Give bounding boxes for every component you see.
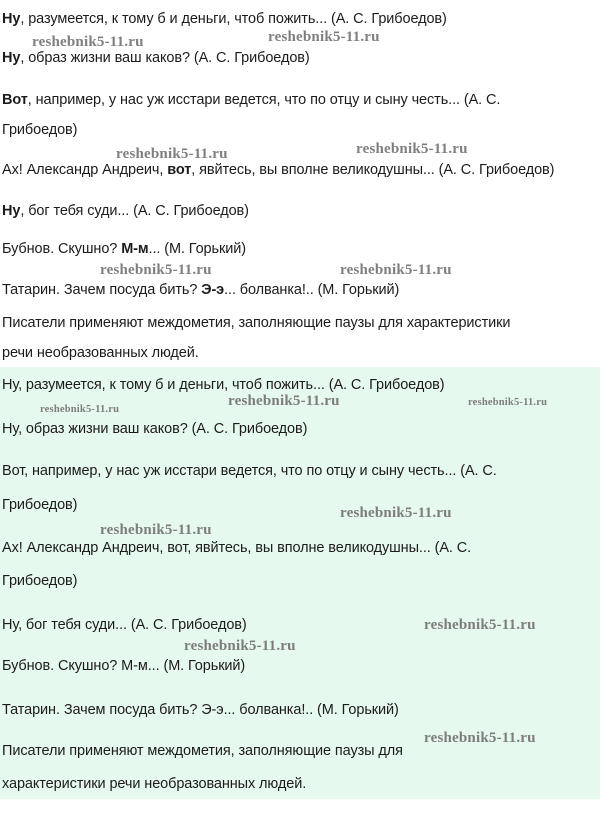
watermark: reshebnik5-11.ru [340,262,452,278]
watermark: reshebnik5-11.ru [100,522,212,538]
answer-line-7: Татарин. Зачем посуда бить? Э-э... болванка!.. (М. Горький) [2,702,399,718]
source-line-7: Татарин. Зачем посуда бить? Э-э... болванка!.. (М. Горький) [2,282,400,298]
watermark: reshebnik5-11.ru [424,617,536,633]
interjection: Ну [2,203,21,219]
source-line-5: Ну, бог тебя суди... (А. С. Грибоедов) [2,203,249,219]
interjection: Вот [2,92,28,108]
interjection: М-м [121,241,149,257]
interjection: Ну [2,11,21,27]
watermark: reshebnik5-11.ru [40,404,120,415]
answer-line-4: Ах! Александр Андреич, вот, явйтесь, вы вполне великодушны... (А. С. [2,540,472,556]
source-line-3: Вот, например, у нас уж исстари ведется, что по отцу и сыну честь... (А. С. [2,92,501,108]
answer-line-9: характеристики речи необразованных людей. [2,776,307,792]
watermark: reshebnik5-11.ru [228,393,340,409]
source-line-6: Бубнов. Скушно? М-м... (М. Горький) [2,241,246,257]
answer-line-4-cont: Грибоедов) [2,573,78,589]
watermark: reshebnik5-11.ru [184,638,296,654]
interjection: вот [167,162,192,178]
source-line-4: Ах! Александр Андреич, вот, явйтесь, вы вполне великодушны... (А. С. Грибоедов) [2,162,555,178]
watermark: reshebnik5-11.ru [424,730,536,746]
answer-line-3-cont: Грибоедов) [2,497,78,513]
answer-line-6: Бубнов. Скушно? М-м... (М. Горький) [2,658,246,674]
interjection: Ну [2,50,21,66]
watermark: reshebnik5-11.ru [340,505,452,521]
watermark: reshebnik5-11.ru [100,262,212,278]
answer-line-2: Ну, образ жизни ваш каков? (А. С. Грибоедов) [2,421,308,437]
interjection: Э-э [201,282,225,298]
watermark: reshebnik5-11.ru [268,29,380,45]
source-line-8: Писатели применяют междометия, заполняющие паузы для характеристики [2,315,511,331]
watermark: reshebnik5-11.ru [356,141,468,157]
source-line-2: Ну, образ жизни ваш каков? (А. С. Грибоедов) [2,50,310,66]
source-line-1: Ну, разумеется, к тому б и деньги, чтоб пожить... (А. С. Грибоедов) [2,11,447,27]
watermark: reshebnik5-11.ru [468,397,548,408]
watermark: reshebnik5-11.ru [116,146,228,162]
answer-line-3: Вот, например, у нас уж исстари ведется, что по отцу и сыну честь... (А. С. [2,463,497,479]
answer-line-8: Писатели применяют междометия, заполняющие паузы для [2,743,403,759]
answer-line-1: Ну, разумеется, к тому б и деньги, чтоб пожить... (А. С. Грибоедов) [2,377,445,393]
watermark: reshebnik5-11.ru [32,34,144,50]
source-line-9: речи необразованных людей. [2,345,199,361]
answer-line-5: Ну, бог тебя суди... (А. С. Грибоедов) [2,617,247,633]
source-line-3-cont: Грибоедов) [2,122,78,138]
